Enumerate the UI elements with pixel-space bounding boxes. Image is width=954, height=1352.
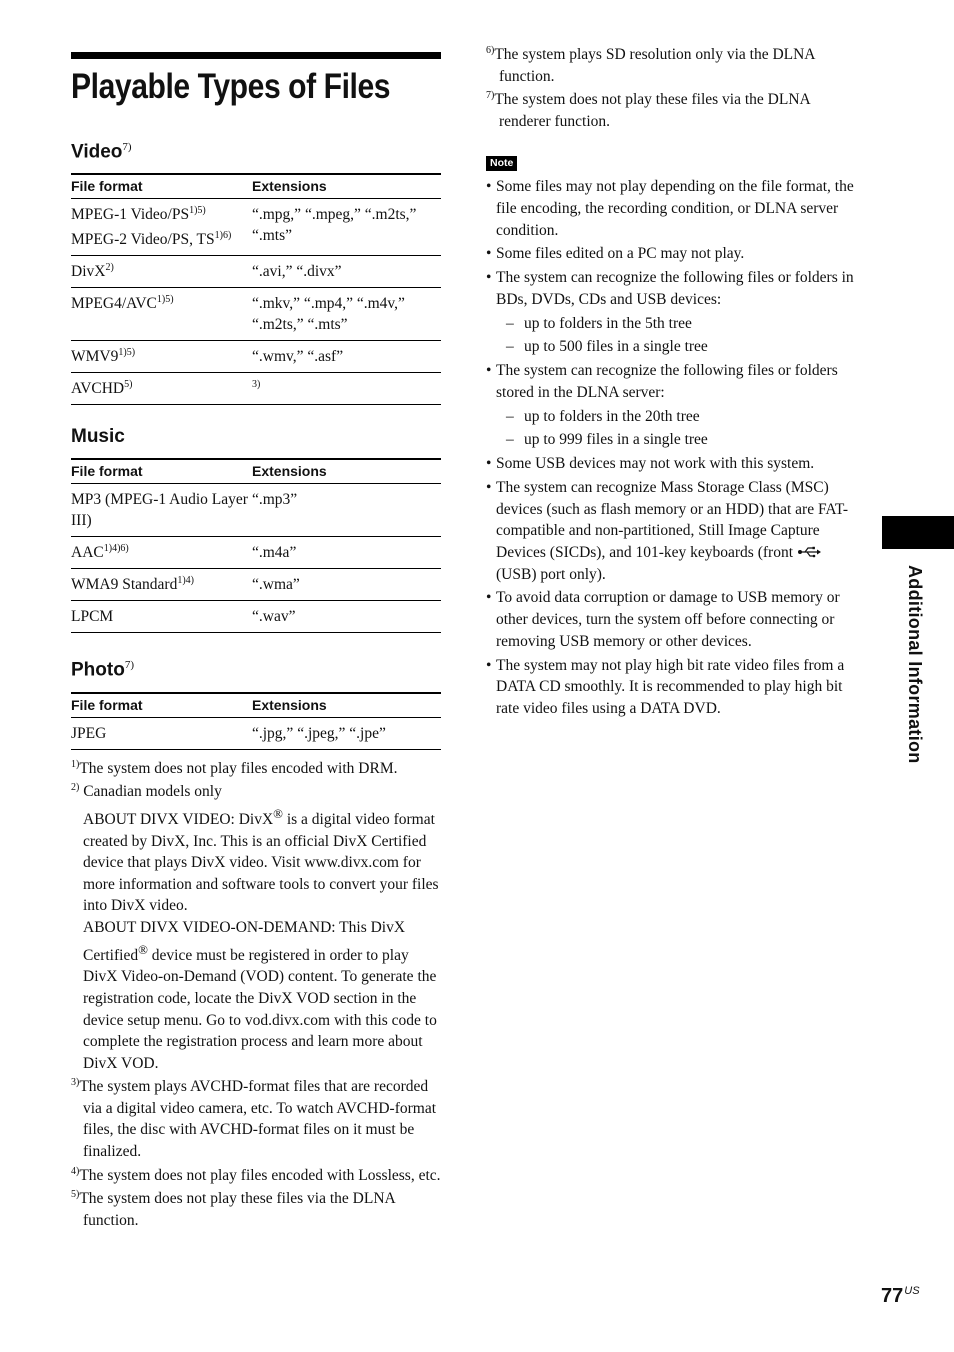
bullet-mark: • xyxy=(486,455,492,473)
extensions-text: “.mp3” xyxy=(252,491,298,509)
note-subitem xyxy=(496,429,856,451)
table-row xyxy=(71,484,441,537)
format-cell xyxy=(71,199,252,256)
format-line xyxy=(71,204,252,225)
extensions-cell xyxy=(252,373,441,405)
footnote-5 xyxy=(71,1188,441,1231)
note-item xyxy=(486,477,856,585)
extensions-cell xyxy=(252,717,441,749)
footnote-ref: 1)5) xyxy=(156,294,174,306)
photo-table xyxy=(71,692,441,750)
format-text: WMV9 xyxy=(71,348,119,366)
footnote-text: The system does not play these files via the DLNA renderer function. xyxy=(494,91,810,130)
table-row xyxy=(71,341,441,373)
format-cell xyxy=(71,569,252,601)
section-heading-text: Music xyxy=(71,426,125,448)
footnote-ref: 1)4)6) xyxy=(103,543,129,555)
note-badge: Note xyxy=(486,156,517,171)
section-heading-music xyxy=(71,425,441,449)
divx-text: ABOUT DIVX VIDEO-ON-DEMAND: This DivX Certified xyxy=(83,918,406,964)
footnote-mark: 4) xyxy=(71,1165,80,1177)
footnote-mark: 2) xyxy=(71,782,80,794)
footnote-ref: 7) xyxy=(124,659,134,672)
note-subitem xyxy=(496,313,856,335)
format-line xyxy=(71,542,252,563)
format-cell xyxy=(71,288,252,341)
footnote-ref: 1)6) xyxy=(214,230,232,242)
column-header-format: File format xyxy=(71,174,252,199)
side-tab-label: Additional Information xyxy=(905,565,925,764)
note-item xyxy=(486,176,856,241)
left-column xyxy=(71,52,441,1233)
section-heading-video xyxy=(71,135,441,164)
divx-video-paragraph xyxy=(71,803,441,917)
format-line xyxy=(71,229,252,250)
divx-text: is a digital video format created by DivX, Inc. This is an official DivX Certified device that plays DivX video. Visit www.divx.com for more information and software tools to convert your files into DivX video. xyxy=(83,811,439,915)
format-text: MPEG-1 Video/PS xyxy=(71,206,190,224)
footnote-1 xyxy=(71,758,441,780)
footnote-mark: 1) xyxy=(71,758,80,770)
extensions-cell xyxy=(252,537,441,569)
footnote-ref: 1)4) xyxy=(177,575,194,587)
extensions-cell xyxy=(252,569,441,601)
footnote-mark: 3) xyxy=(71,1077,80,1089)
divx-text: ABOUT DIVX VIDEO: DivX xyxy=(83,811,274,828)
footnote-7 xyxy=(486,89,856,132)
extensions-text: “.avi,” “.divx” xyxy=(252,263,342,281)
note-item xyxy=(486,655,856,720)
bullet-mark: • xyxy=(486,178,492,196)
extensions-text: “.wma” xyxy=(252,576,300,594)
format-cell xyxy=(71,601,252,633)
bullet-mark: • xyxy=(486,362,492,380)
extensions-text: “.wav” xyxy=(252,608,296,626)
format-line xyxy=(71,293,252,314)
extensions-cell xyxy=(252,288,441,341)
section-heading-text: Photo xyxy=(71,659,125,681)
format-text: MP3 (MPEG-1 Audio Layer III) xyxy=(71,491,248,530)
footnote-text: The system does not play these files via the DLNA function. xyxy=(79,1190,395,1229)
title-rule xyxy=(71,52,441,59)
note-text: The system can recognize the following files or folders in BDs, DVDs, CDs and USB devices: xyxy=(496,269,854,308)
format-line xyxy=(71,261,252,282)
extensions-cell xyxy=(252,256,441,288)
dash-mark: – xyxy=(506,407,514,425)
column-header-format: File format xyxy=(71,693,252,718)
footnote-text: The system does not play files encoded with Lossless, etc. xyxy=(79,1166,441,1184)
format-line xyxy=(71,723,252,744)
format-cell xyxy=(71,341,252,373)
bullet-mark: • xyxy=(486,479,492,497)
footnote-ref: 7) xyxy=(122,141,132,153)
usb-icon xyxy=(797,546,821,558)
extensions-cell xyxy=(252,484,441,537)
table-row xyxy=(71,199,441,256)
note-text: The system can recognize Mass Storage Class (MSC) devices (such as flash memory or an HDD) that are FAT-compatible and non-partitioned, Still Image Capture Devices (SICDs), and 101-key keyboards (front xyxy=(496,479,849,561)
note-text: To avoid data corruption or damage to USB memory or other devices, turn the system off before connecting or removing USB memory or other devices. xyxy=(496,589,840,650)
extensions-text: “.wmv,” “.asf” xyxy=(252,348,344,366)
right-column xyxy=(486,44,856,722)
dash-mark: – xyxy=(506,314,514,332)
note-text: The system may not play high bit rate video files from a DATA CD smoothly. It is recommended to play high bit rate video files using a DATA DVD. xyxy=(496,656,845,717)
format-line xyxy=(71,489,252,531)
format-text: AAC xyxy=(71,544,104,562)
note-text: Some USB devices may not work with this system. xyxy=(496,455,815,473)
note-item xyxy=(486,267,856,358)
column-header-extensions: Extensions xyxy=(252,174,441,199)
divx-text: device must be registered in order to play DivX Video-on-Demand (VOD) content. To generate the registration code, locate the DivX VOD section in the device setup menu. Go to vod.divx.com with this code to complete the registration process and learn more about DivX VOD. xyxy=(83,946,437,1072)
bullet-mark: • xyxy=(486,589,492,607)
section-heading-text: Video xyxy=(71,141,123,163)
extensions-cell xyxy=(252,341,441,373)
format-text: MPEG-2 Video/PS, TS xyxy=(71,231,215,249)
format-text: WMA9 Standard xyxy=(71,576,178,594)
format-text: LPCM xyxy=(71,608,114,626)
note-item xyxy=(486,587,856,652)
footnote-ref: 2) xyxy=(105,262,114,274)
footnote-ref: 1)5) xyxy=(189,205,206,217)
footnote-4 xyxy=(71,1165,441,1187)
note-text: up to folders in the 5th tree xyxy=(524,314,692,332)
note-text: The system can recognize the following files or folders stored in the DLNA server: xyxy=(496,362,838,401)
footnote-text: The system plays AVCHD-format files that are recorded via a digital video camera, etc. To watch AVCHD-format files, the disc with AVCHD-format files on it must be finalized. xyxy=(79,1078,437,1161)
note-list xyxy=(486,176,856,719)
dash-mark: – xyxy=(506,431,514,449)
footnote-mark: 6) xyxy=(486,44,495,56)
dash-mark: – xyxy=(506,338,514,356)
footnote-text: The system does not play files encoded with DRM. xyxy=(79,759,398,777)
footnote-ref: 1)5) xyxy=(118,347,136,359)
music-table xyxy=(71,458,441,633)
format-text: AVCHD xyxy=(71,380,125,398)
note-sublist xyxy=(496,313,856,358)
format-cell xyxy=(71,484,252,537)
footnote-3 xyxy=(71,1076,441,1162)
extensions-text: “.mpg,” “.mpeg,” “.m2ts,” “.mts” xyxy=(252,206,417,245)
note-item xyxy=(486,453,856,475)
note-item xyxy=(486,243,856,265)
footnote-text: Canadian models only xyxy=(79,783,222,801)
table-row xyxy=(71,288,441,341)
music-table-body xyxy=(71,484,441,633)
footnotes xyxy=(71,758,441,1232)
extensions-text: “.m4a” xyxy=(252,544,297,562)
note-text: up to folders in the 20th tree xyxy=(524,407,700,425)
footnote-ref: 3) xyxy=(252,379,261,391)
side-tab-marker xyxy=(882,516,954,549)
extensions-text: “.mkv,” “.mp4,” “.m4v,” “.m2ts,” “.mts” xyxy=(252,295,405,334)
footnote-mark: 7) xyxy=(486,90,495,102)
table-row xyxy=(71,569,441,601)
footnote-text: The system plays SD resolution only via the DLNA function. xyxy=(494,46,815,85)
column-header-format: File format xyxy=(71,459,252,484)
footnote-2 xyxy=(71,781,441,803)
note-subitem xyxy=(496,406,856,428)
format-line xyxy=(71,606,252,627)
note-sublist xyxy=(496,406,856,451)
table-row xyxy=(71,601,441,633)
note-text: Some files edited on a PC may not play. xyxy=(496,245,745,263)
table-row xyxy=(71,373,441,405)
table-row xyxy=(71,256,441,288)
format-text: DivX xyxy=(71,263,106,281)
column-header-extensions: Extensions xyxy=(252,459,441,484)
format-cell xyxy=(71,256,252,288)
note-text: up to 999 files in a single tree xyxy=(524,431,708,449)
video-table-body xyxy=(71,199,441,405)
bullet-mark: • xyxy=(486,656,492,674)
page-region-suffix: US xyxy=(904,1285,920,1297)
page-number-value: 77 xyxy=(881,1285,904,1307)
extensions-cell xyxy=(252,199,441,256)
format-line xyxy=(71,346,252,367)
registered-mark: ® xyxy=(138,941,148,957)
bullet-mark: • xyxy=(486,245,492,263)
note-text: Some files may not play depending on the file format, the file encoding, the recording condition, or DLNA server condition. xyxy=(496,178,854,239)
page-title: Playable Types of Files xyxy=(71,67,391,106)
format-text: MPEG4/AVC xyxy=(71,295,157,313)
bullet-mark: • xyxy=(486,269,492,287)
footnote-ref: 5) xyxy=(124,379,133,391)
table-row xyxy=(71,717,441,749)
registered-mark: ® xyxy=(273,805,283,821)
table-row xyxy=(71,537,441,569)
format-line xyxy=(71,378,252,399)
section-heading-photo xyxy=(71,653,441,682)
format-cell xyxy=(71,537,252,569)
extensions-cell xyxy=(252,601,441,633)
note-text: (USB) port only). xyxy=(496,565,606,583)
note-text: up to 500 files in a single tree xyxy=(524,338,708,356)
format-line xyxy=(71,574,252,595)
note-subitem xyxy=(496,336,856,358)
note-item xyxy=(486,360,856,451)
footnote-mark: 5) xyxy=(71,1189,80,1201)
footnote-6 xyxy=(486,44,856,87)
format-cell xyxy=(71,717,252,749)
format-cell xyxy=(71,373,252,405)
page-number xyxy=(881,1285,920,1308)
column-header-extensions: Extensions xyxy=(252,693,441,718)
video-table xyxy=(71,173,441,405)
photo-table-body xyxy=(71,717,441,749)
divx-vod-paragraph xyxy=(71,917,441,1074)
format-text: JPEG xyxy=(71,724,107,742)
extensions-text: “.jpg,” “.jpeg,” “.jpe” xyxy=(252,724,386,742)
